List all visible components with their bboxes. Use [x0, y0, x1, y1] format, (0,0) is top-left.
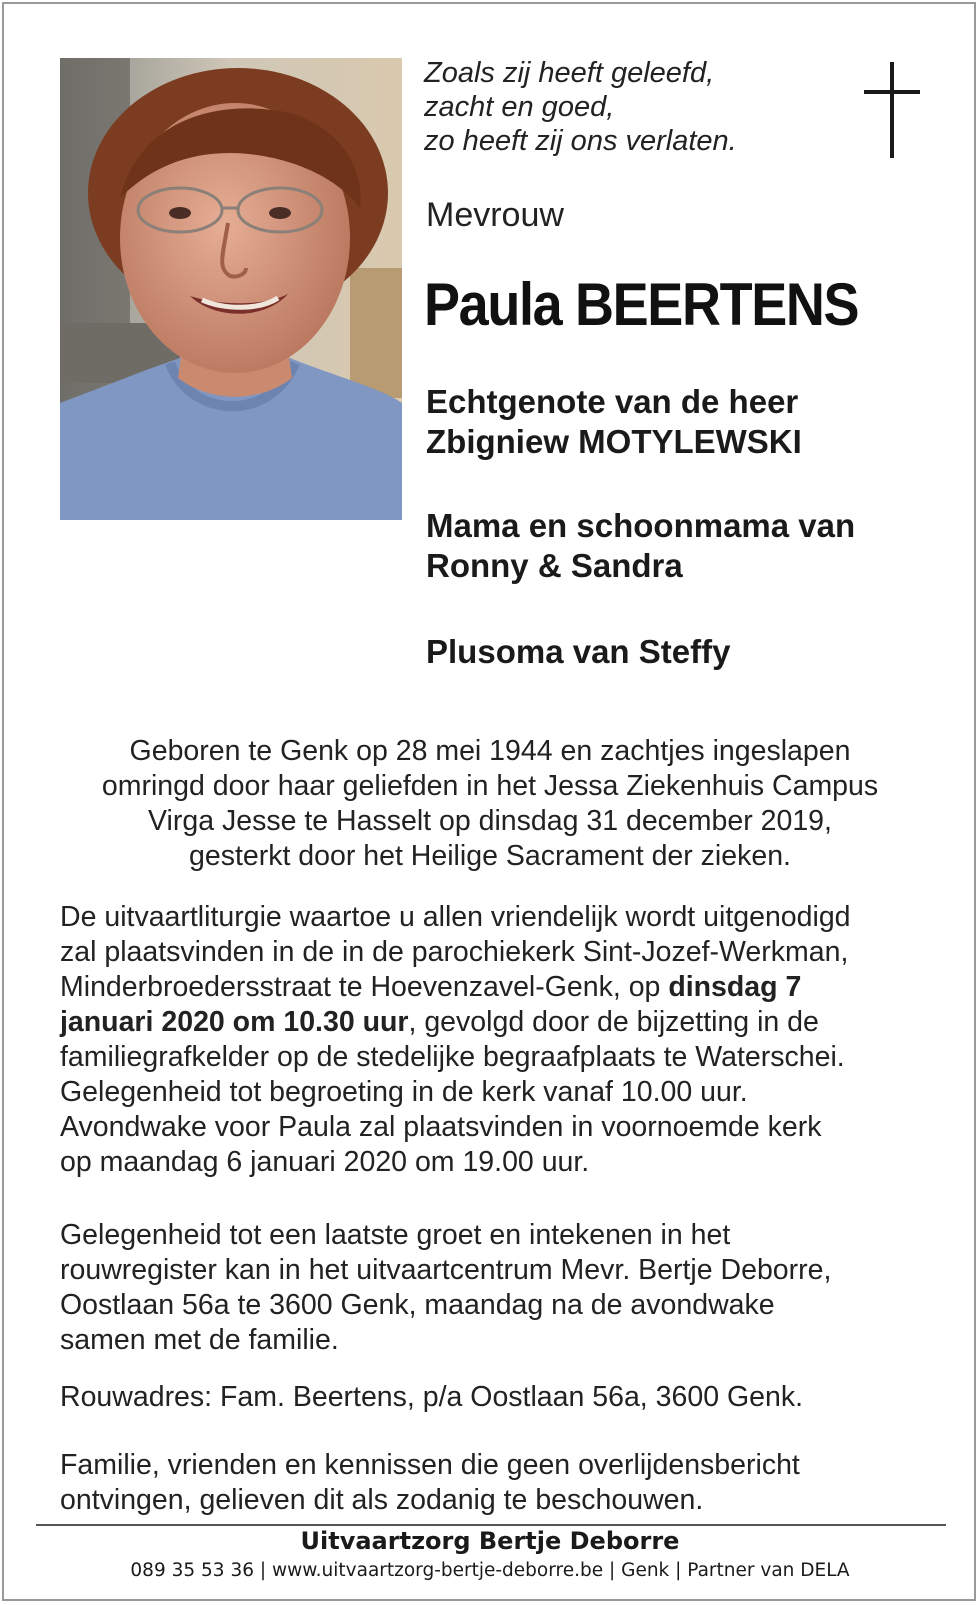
paragraph-line: Avondwake voor Paula zal plaatsvinden in voornoemde kerk	[60, 1111, 822, 1143]
portrait-photo	[60, 58, 402, 520]
relation-line: Echtgenote van de heer	[426, 383, 799, 420]
paragraph-line: zal plaatsvinden in de in de parochiekerk Sint-Jozef-Werkman,	[60, 936, 849, 968]
paragraph-line: ontvingen, gelieven dit als zodanig te beschouwen.	[60, 1484, 704, 1516]
paragraph-line: Gelegenheid tot een laatste groet en intekenen in het	[60, 1219, 731, 1251]
paragraph-line	[60, 970, 940, 1005]
paragraph-line: gesterkt door het Heilige Sacrament der zieken.	[189, 840, 791, 872]
service-time: januari 2020 om 10.30 uur	[60, 1006, 409, 1038]
paragraph-line: familiegrafkelder op de stedelijke begraafplaats te Waterschei.	[60, 1041, 845, 1073]
quote-line: zacht en goed,	[424, 91, 615, 123]
relation-line: Mama en schoonmama van	[426, 507, 856, 544]
birth-death-paragraph	[40, 734, 940, 874]
closing-paragraph	[60, 1448, 940, 1518]
service-paragraph	[60, 900, 940, 1180]
mourning-address	[60, 1380, 940, 1415]
funeral-home-name: Uitvaartzorg Bertje Deborre	[300, 1527, 680, 1555]
paragraph-line: Geboren te Genk op 28 mei 1944 en zachtjes ingeslapen	[129, 735, 851, 767]
deceased-name: Paula BEERTENS	[424, 271, 859, 338]
visit-paragraph	[60, 1218, 940, 1358]
grandchild-relation	[426, 632, 730, 672]
quote-line: Zoals zij heeft geleefd,	[424, 57, 715, 89]
children-relation	[426, 506, 855, 586]
service-date: dinsdag 7	[668, 971, 802, 1003]
honorific: Mevrouw	[426, 196, 564, 234]
paragraph-line: samen met de familie.	[60, 1324, 339, 1356]
paragraph-line: op maandag 6 januari 2020 om 19.00 uur.	[60, 1146, 590, 1178]
paragraph-line: omringd door haar geliefden in het Jessa Ziekenhuis Campus	[101, 770, 879, 802]
memorial-quote	[424, 56, 737, 158]
cross-icon	[864, 62, 920, 163]
paragraph-line: De uitvaartliturgie waartoe u allen vriendelijk wordt uitgenodigd	[60, 901, 851, 933]
paragraph-line: Rouwadres: Fam. Beertens, p/a Oostlaan 56a, 3600 Genk.	[60, 1381, 804, 1413]
footer-divider	[36, 1524, 946, 1526]
relation-line: Plusoma van Steffy	[426, 633, 731, 670]
paragraph-line: Oostlaan 56a te 3600 Genk, maandag na de avondwake	[60, 1289, 775, 1321]
paragraph-line: Gelegenheid tot begroeting in de kerk vanaf 10.00 uur.	[60, 1076, 748, 1108]
paragraph-line: Virga Jesse te Hasselt op dinsdag 31 december 2019,	[148, 805, 832, 837]
relation-line: Zbigniew MOTYLEWSKI	[426, 423, 802, 460]
service-location: Minderbroedersstraat te Hoevenzavel-Genk, op	[60, 971, 669, 1003]
paragraph-line: Familie, vrienden en kennissen die geen overlijdensbericht	[60, 1449, 800, 1481]
paragraph-line: rouwregister kan in het uitvaartcentrum Mevr. Bertje Deborre,	[60, 1254, 832, 1286]
paragraph-line	[60, 1005, 940, 1040]
service-burial: , gevolgd door de bijzetting in de	[408, 1006, 819, 1038]
funeral-home-contact: 089 35 53 36 | www.uitvaartzorg-bertje-deborre.be | Genk | Partner van DELA	[130, 1560, 850, 1581]
relation-line: Ronny & Sandra	[426, 547, 683, 584]
spouse-relation	[426, 382, 802, 462]
quote-line: zo heeft zij ons verlaten.	[424, 125, 737, 157]
